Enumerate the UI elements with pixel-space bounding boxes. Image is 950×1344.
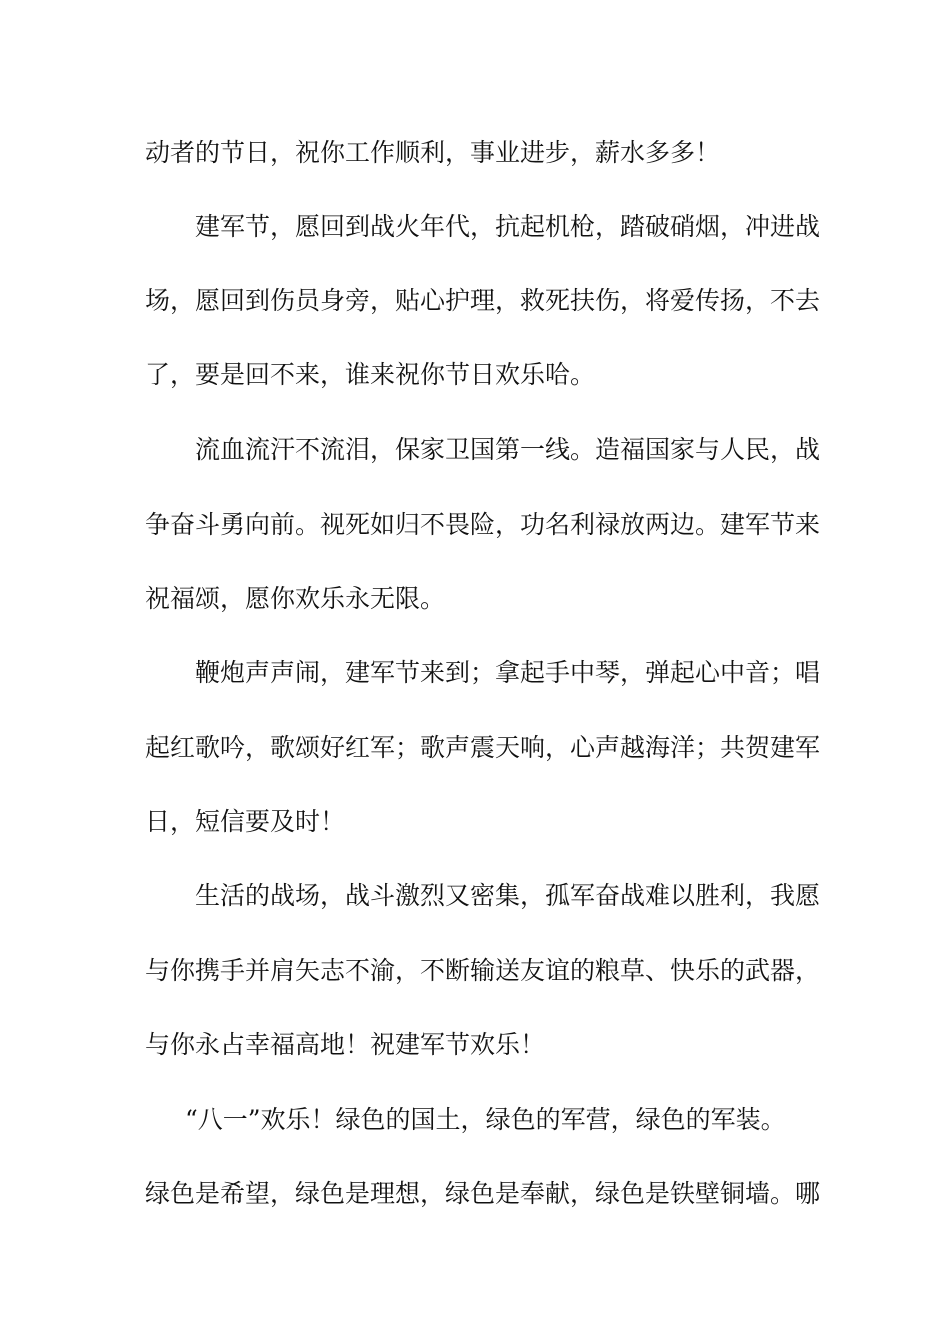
paragraph-first-line: 鞭炮声声闹，建军节来到；拿起手中琴，弹起心中音；唱 [195,658,821,687]
paragraph-first-line: 流血流汗不流泪，保家卫国第一线。造福国家与人民，战 [195,435,821,464]
paragraph-first-line: 建军节，愿回到战火年代，抗起机枪，踏破硝烟，冲进战 [195,212,821,241]
paragraph-first-line: “八一”欢乐！绿色的国土，绿色的军营，绿色的军装。 [185,1105,786,1134]
text-line: 争奋斗勇向前。视死如归不畏险，功名利禄放两边。建军节来 [145,510,821,539]
paragraph-first-line: 生活的战场，战斗激烈又密集，孤军奋战难以胜利，我愿 [195,881,821,910]
text-line: 与你携手并肩矢志不渝，不断输送友谊的粮草、快乐的武器， [145,956,821,985]
text-line: 日，短信要及时！ [145,807,346,836]
text-line: 祝福颂，愿你欢乐永无限。 [145,584,446,613]
text-line: 绿色是希望，绿色是理想，绿色是奉献，绿色是铁壁铜墙。哪 [145,1179,821,1208]
text-line: 场，愿回到伤员身旁，贴心护理，救死扶伤，将爱传扬，不去 [145,286,821,315]
text-line: 动者的节日，祝你工作顺利，事业进步，薪水多多！ [145,138,721,167]
text-line: 了，要是回不来，谁来祝你节日欢乐哈。 [145,360,596,389]
text-line: 与你永占幸福高地！祝建军节欢乐！ [145,1030,546,1059]
text-line: 起红歌吟，歌颂好红军；歌声震天响，心声越海洋；共贺建军 [145,733,821,762]
